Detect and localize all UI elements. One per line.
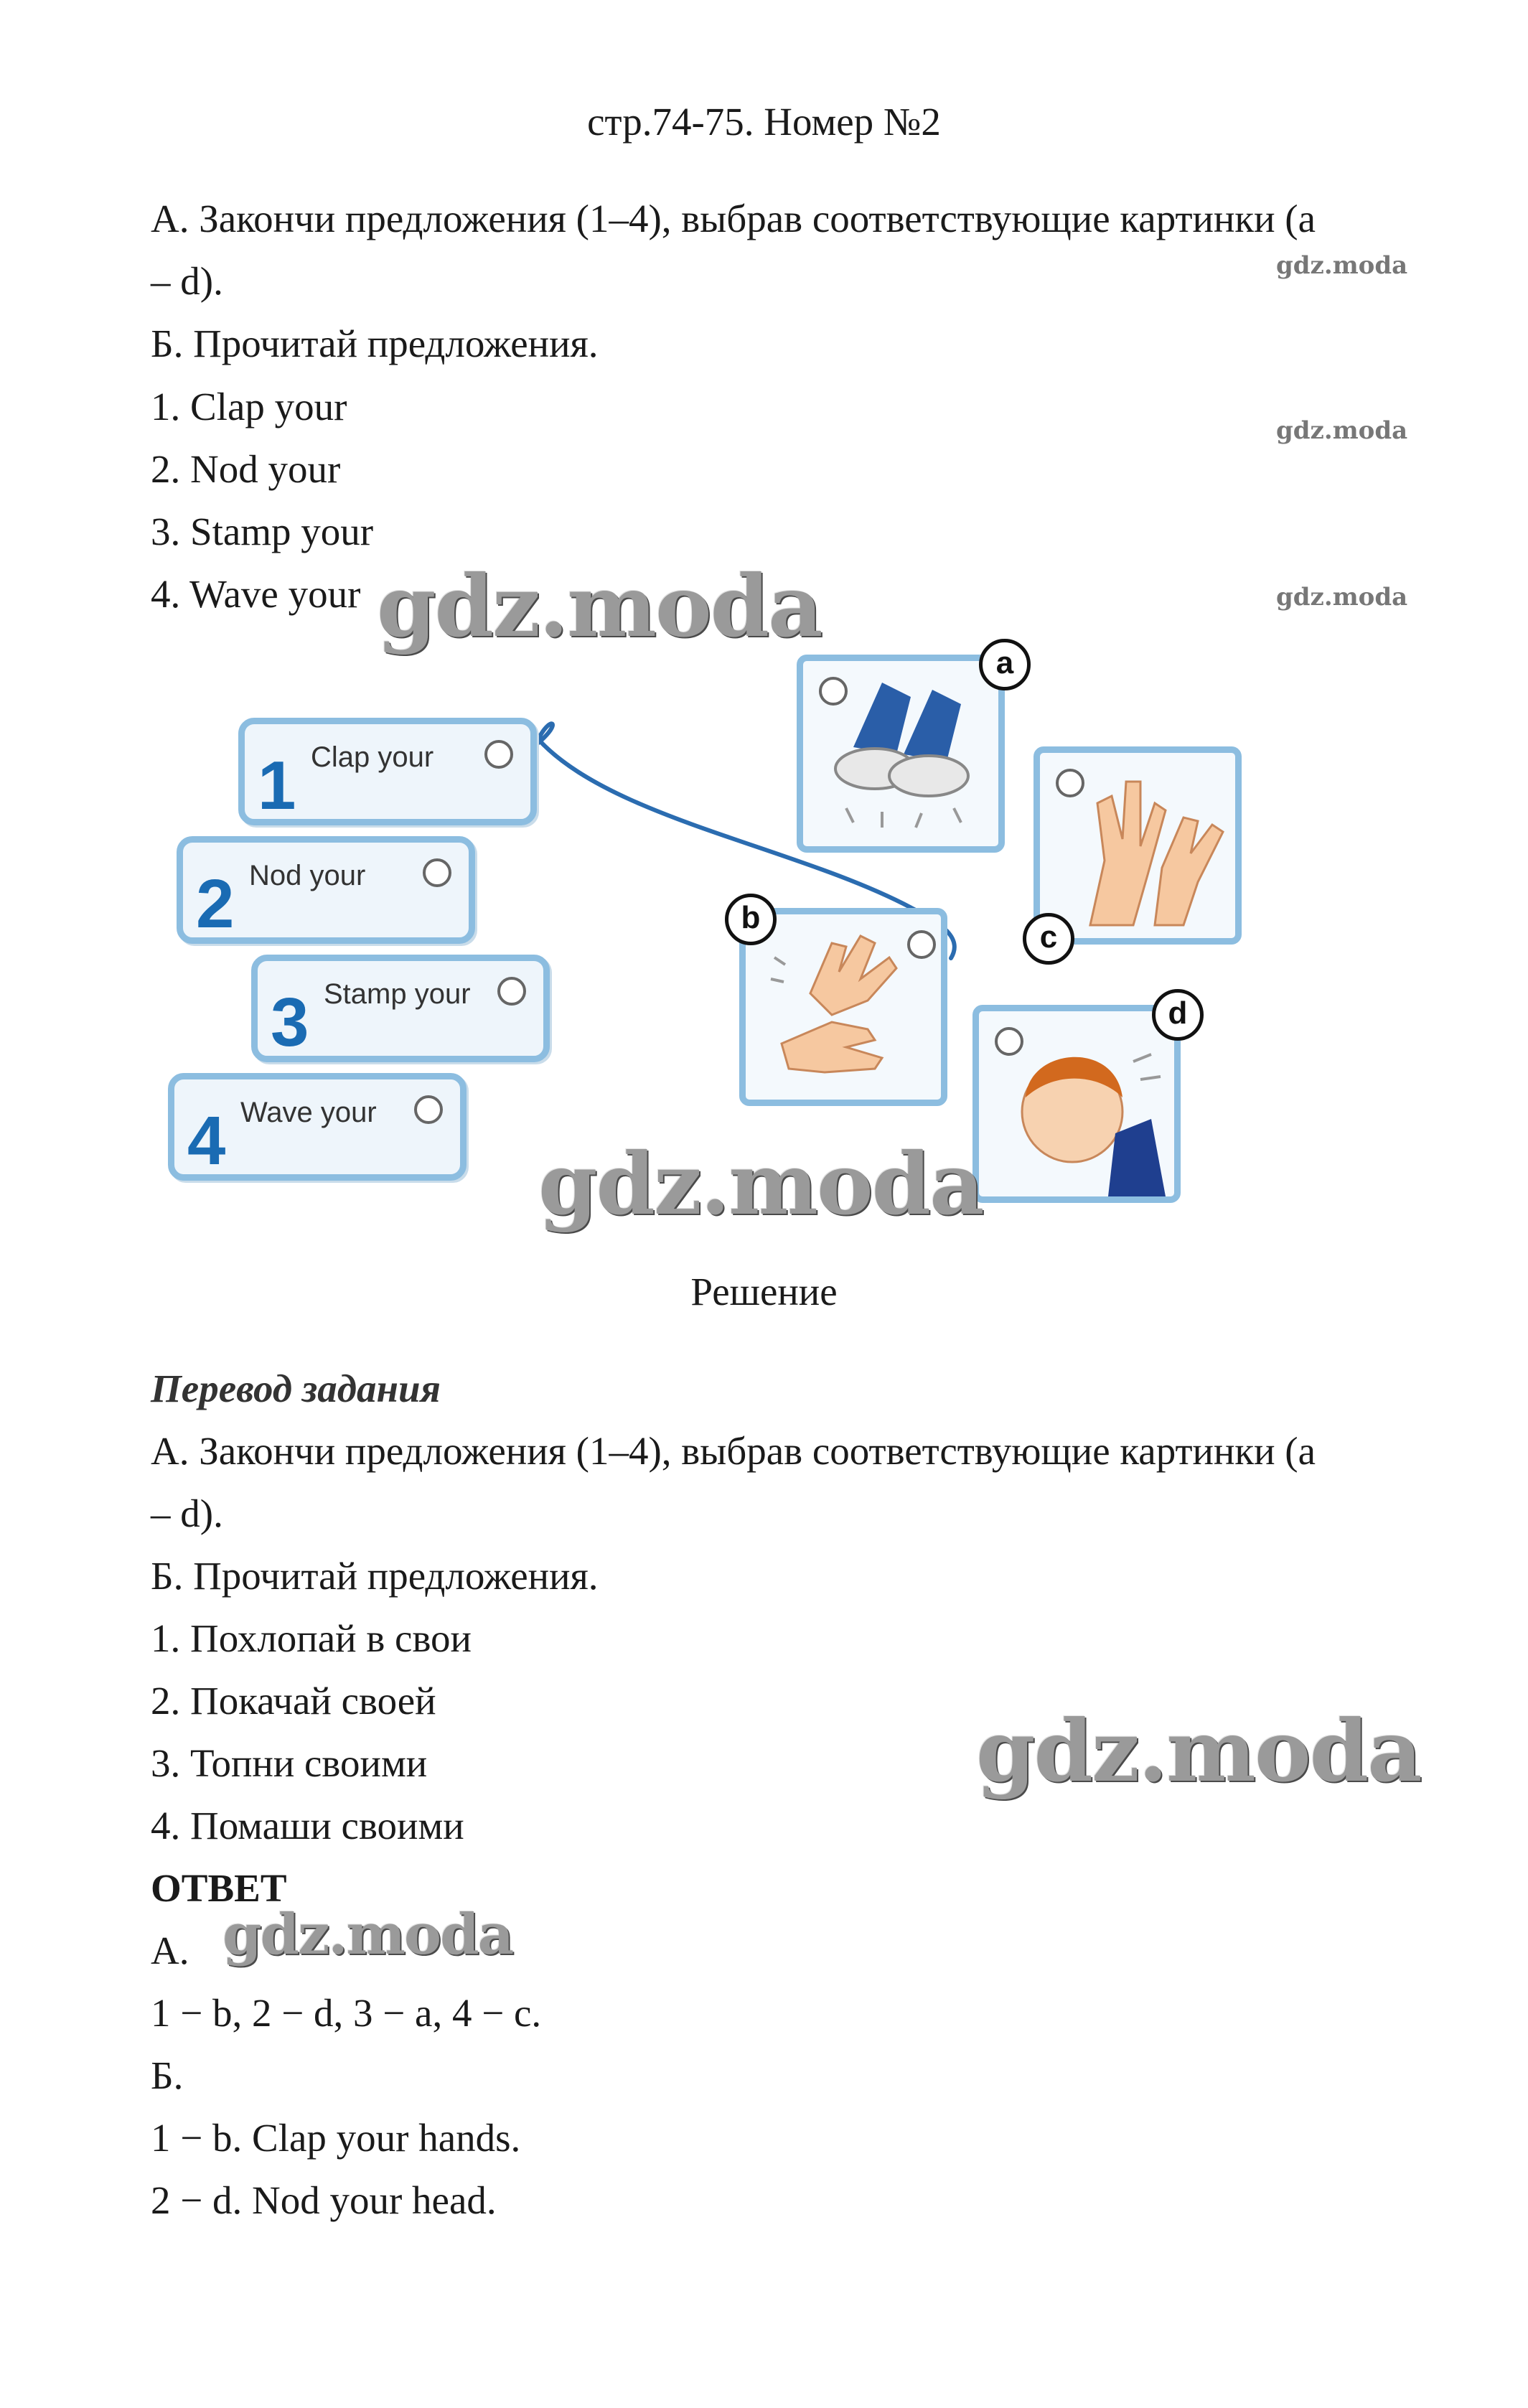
card-1-label: Clap your (311, 741, 434, 773)
card-4-label: Wave your (240, 1097, 377, 1128)
picture-d[interactable] (972, 1005, 1181, 1203)
translation-line-a2: – d). (151, 1491, 223, 1535)
watermark-medium: gdz.moda (222, 1902, 513, 1967)
card-3-number: 3 (271, 984, 309, 1061)
translation-item-4: 4. Помаши своими (151, 1804, 464, 1847)
card-4[interactable] (168, 1073, 467, 1181)
translation-line-b: Б. Прочитай предложения. (151, 1554, 599, 1598)
task-line-b: Б. Прочитай предложения. (151, 322, 599, 365)
watermark-small-2: gdz.moda (1276, 416, 1408, 445)
task-line-a2: – d). (151, 259, 223, 303)
card-1-hole[interactable] (484, 740, 513, 769)
watermark-small-3: gdz.moda (1276, 583, 1408, 612)
badge-d: d (1152, 989, 1204, 1041)
nodding-head-icon (979, 1011, 1174, 1196)
badge-a: a (979, 639, 1031, 690)
translation-heading: Перевод задания (151, 1367, 441, 1410)
task-item-1: 1. Clap your (151, 385, 347, 428)
translation-line-a1: А. Закончи предложения (1–4), выбрав соответствующие картинки (а (151, 1429, 1316, 1473)
task-item-4: 4. Wave your (151, 572, 361, 616)
stamping-feet-icon (803, 661, 998, 846)
watermark-large-1: gdz.moda (377, 556, 822, 656)
exercise-illustration (151, 632, 1270, 1220)
card-2[interactable] (177, 836, 475, 944)
card-2-number: 2 (196, 866, 235, 942)
picture-b[interactable] (739, 908, 947, 1106)
clapping-hands-icon (1040, 753, 1235, 938)
translation-item-2: 2. Покачай своей (151, 1679, 436, 1723)
picture-c[interactable] (1033, 746, 1242, 945)
solution-label: Решение (690, 1270, 838, 1313)
card-3-hole[interactable] (497, 977, 526, 1006)
answer-part-b-label: Б. (151, 2053, 184, 2097)
card-4-number: 4 (187, 1102, 226, 1179)
watermark-large-2: gdz.moda (538, 1134, 983, 1234)
task-item-3: 3. Stamp your (151, 510, 374, 553)
watermark-small-1: gdz.moda (1276, 251, 1408, 280)
page-title: стр.74-75. Номер №2 (587, 100, 941, 144)
card-2-label: Nod your (249, 860, 366, 891)
task-line-a1: А. Закончи предложения (1–4), выбрав соответствующие картинки (а (151, 197, 1316, 240)
answer-part-a-label: А. (151, 1929, 189, 1972)
card-4-hole[interactable] (414, 1095, 443, 1124)
badge-c: c (1023, 913, 1074, 965)
task-item-2: 2. Nod your (151, 447, 341, 491)
answer-part-b-2: 2 − d. Nod your head. (151, 2178, 497, 2222)
picture-a[interactable] (797, 655, 1005, 853)
card-3-label: Stamp your (324, 978, 471, 1010)
translation-item-1: 1. Похлопай в свои (151, 1616, 472, 1660)
answer-part-b-1: 1 − b. Clap your hands. (151, 2116, 521, 2160)
answer-part-a: 1 − b, 2 − d, 3 − a, 4 − c. (151, 1991, 542, 2035)
badge-b: b (725, 894, 777, 945)
translation-item-3: 3. Топни своими (151, 1741, 428, 1785)
waving-hands-icon (746, 914, 941, 1100)
watermark-large-3: gdz.moda (976, 1701, 1421, 1801)
card-1-number: 1 (258, 747, 296, 824)
card-3[interactable] (251, 955, 550, 1062)
card-1[interactable] (238, 718, 537, 825)
answer-heading: ОТВЕТ (151, 1866, 287, 1910)
card-2-hole[interactable] (423, 858, 451, 887)
